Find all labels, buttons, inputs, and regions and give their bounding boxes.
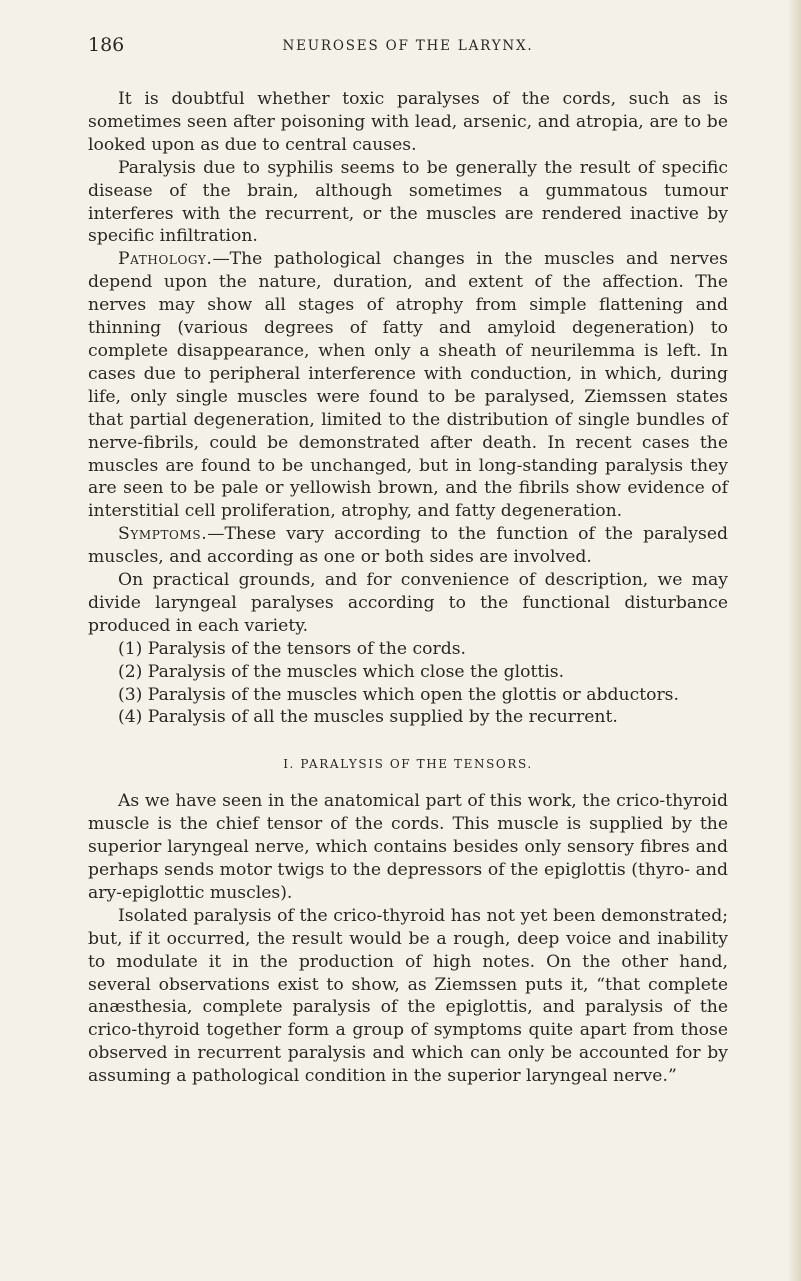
paragraph-classification: On practical grounds, and for convenience of description, we may divide laryngeal paralyses according to the functional disturbance produced in each variety. [88,570,728,636]
pathology-text: —The pathological changes in the muscles and nerves depend upon the nature, duration, and extent of the affection. The nerves may show all stages of atrophy from simple flattening and thinning (various degrees of fatty and amyloid degeneration) to complete disappearance, when only a sheath of neurilemma is left. In cases due to peripheral interference with conduction, in which, during life, only single muscles were found to be paralysed, Ziemssen states that partial degeneration, limited to the distribution of single bundles of nerve-fibrils, could be demonstrated after death. In recent cases the muscles are found to be unchanged, but in long-standing paralysis they are seen to be pale or yellowish brown, and the fibrils show evidence of interstitial cell proliferation, atrophy, and fatty degeneration. [88,249,728,522]
page-number: 186 [88,34,125,56]
paragraph-pathology [88,248,728,523]
list-item: (4) Paralysis of all the muscles supplied by the recurrent. [118,707,618,728]
symptoms-label: Symptoms. [118,524,208,545]
paragraph-toxic-paralysis: It is doubtful whether toxic paralyses of the cords, such as is sometimes seen after poisoning with lead, arsenic, and atropia, are to be looked upon as due to central causes. [88,89,728,155]
list-item: (3) Paralysis of the muscles which open the glottis or abductors. [118,684,679,705]
list-item: (2) Paralysis of the muscles which close the glottis. [118,661,565,682]
page-edge-shadow [787,0,801,1281]
page-body [88,88,728,1088]
paragraph-crico-thyroid: As we have seen in the anatomical part of this work, the crico-thyroid muscle is the chief tensor of the cords. This muscle is supplied by the superior laryngeal nerve, which contains besides only sensory fibres and perhaps sends motor twigs to the depressors of the epiglottis (thyro- and ary-epiglottic muscles). [88,791,728,903]
paragraph-symptoms [88,523,728,569]
page-header [88,34,728,64]
paragraph-syphilis: Paralysis due to syphilis seems to be generally the result of specific disease of the brain, although sometimes a gummatous tumour interferes with the recurrent, or the muscles are rendered inactive by specific infiltration. [88,157,728,247]
symptoms-text: —These vary according to the function of the paralysed muscles, and according as one or both sides are involved. [88,524,728,568]
paragraph-isolated-paralysis: Isolated paralysis of the crico-thyroid has not yet been demonstrated; but, if it occurred, the result would be a rough, deep voice and inability to modulate it in the production of high notes. On the other hand, several observations exist to show, as Ziemssen puts it, “that complete anæsthesia, complete paralysis of the epiglottis, and paralysis of the crico-thyroid together form a group of symptoms quite apart from those observed in recurrent paralysis and which can only be accounted for by assuming a pathological condition in the superior laryngeal nerve.” [88,905,728,1087]
running-title: NEUROSES OF THE LARYNX. [282,38,534,54]
pathology-label: Pathology. [118,249,213,270]
list-item: (1) Paralysis of the tensors of the cords. [118,638,466,659]
section-heading: I. PARALYSIS OF THE TENSORS. [283,757,533,772]
